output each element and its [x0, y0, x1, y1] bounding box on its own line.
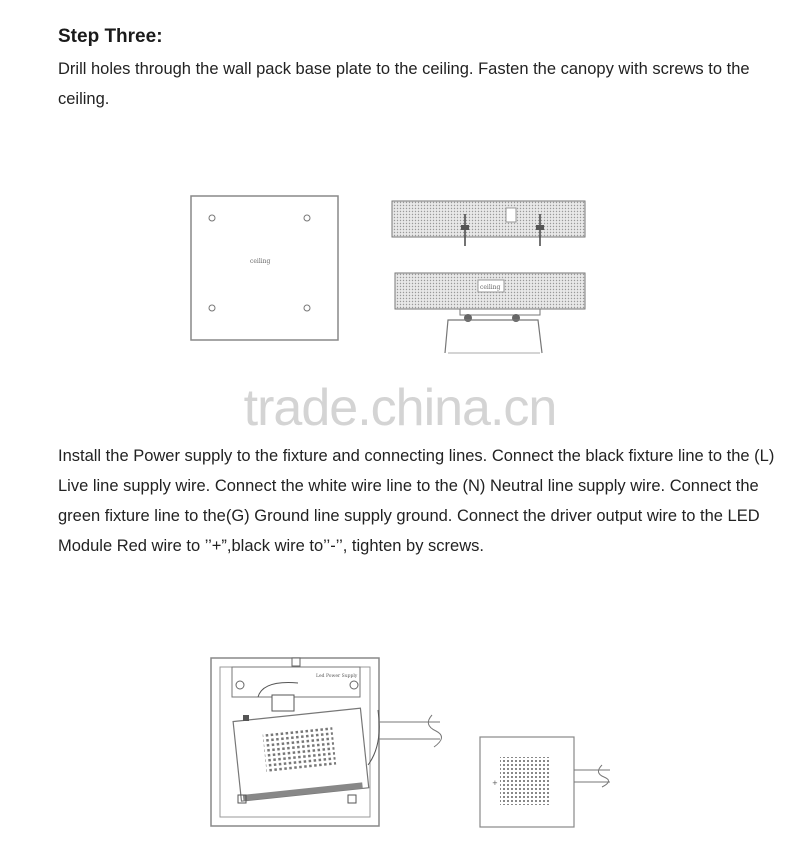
instruction-paragraph-2: Install the Power supply to the fixture and connecting lines. Connect the black fixture line to the (L) Live line supply wire. Connect the white wire line to the (N) Neutral line supply wire. Connect the green fixture line to the(G) Ground line supply ground. Connect the driver output wire to the LED Module Red wire to ’’+”,black wire to’’-’’, tighten by screws. — [58, 447, 775, 555]
ceiling-side-view-diagram — [390, 198, 588, 358]
fixture-wiring-diagram — [208, 655, 448, 830]
base-plate-diagram — [190, 195, 340, 343]
base-plate-label: ceiling — [250, 258, 271, 265]
svg-text:+: + — [492, 779, 498, 787]
power-supply-label: Led Power Supply — [316, 674, 358, 679]
fixture-front-view-diagram — [478, 735, 618, 830]
watermark: trade.china.cn — [243, 379, 557, 437]
canopy-label: ceiling — [480, 284, 501, 291]
step-heading: Step Three: — [58, 26, 163, 47]
instruction-paragraph-1: Drill holes through the wall pack base plate to the ceiling. Fasten the canopy with screws to the ceiling. — [58, 60, 750, 108]
